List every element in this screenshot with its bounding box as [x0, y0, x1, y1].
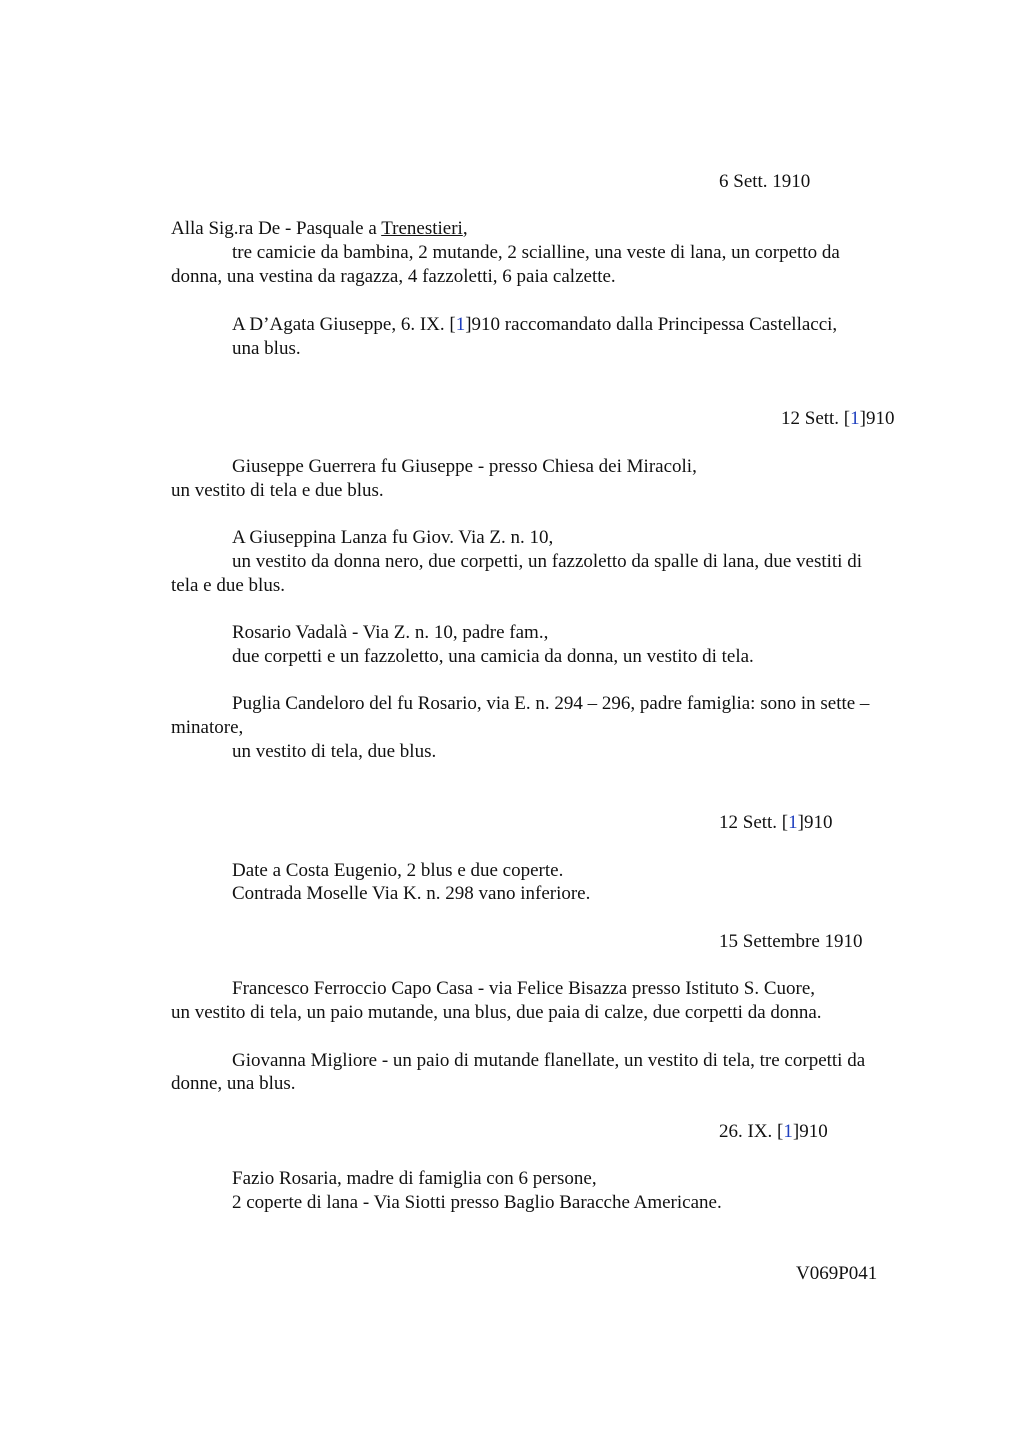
- entry-text-part: ]910 raccomandato dalla Principessa Castellacci,: [465, 314, 838, 335]
- entry-text: Fazio Rosaria, madre di famiglia con 6 persone,: [232, 1168, 597, 1189]
- editorial-insertion: 1: [455, 314, 466, 335]
- entry-text: Contrada Moselle Via K. n. 298 vano inferiore.: [232, 883, 591, 904]
- date-heading: [719, 811, 832, 835]
- editorial-insertion: 1: [783, 1121, 793, 1142]
- entry-text: un vestito di tela e due blus.: [171, 480, 384, 501]
- date-part: 26. IX. [: [719, 1121, 784, 1142]
- date-heading: 6 Sett. 1910: [719, 171, 811, 192]
- entry-text: due corpetti e un fazzoletto, una camicia da donna, un vestito di tela.: [232, 646, 754, 667]
- date-part: ]910: [792, 1121, 828, 1142]
- date-heading: [719, 1120, 828, 1144]
- entry-text: [232, 313, 837, 337]
- date-part: ]910: [797, 812, 833, 833]
- entry-text: minatore,: [171, 717, 244, 738]
- date-part: ]910: [859, 408, 895, 429]
- entry-text: tela e due blus.: [171, 575, 285, 596]
- editorial-insertion: 1: [850, 408, 860, 429]
- date-part: 12 Sett. [: [781, 408, 851, 429]
- recipient-prefix: Alla Sig.ra De - Pasquale a: [171, 218, 382, 239]
- entry-text: A Giuseppina Lanza fu Giov. Via Z. n. 10,: [232, 527, 554, 548]
- entry-text: un vestito di tela, un paio mutande, una blus, due paia di calze, due corpetti da donna.: [171, 1002, 822, 1023]
- entry-text: Giovanna Migliore - un paio di mutande flanellate, un vestito di tela, tre corpetti da: [232, 1050, 866, 1071]
- entry-text: Rosario Vadalà - Via Z. n. 10, padre fam.,: [232, 622, 549, 643]
- entry-text: Puglia Candeloro del fu Rosario, via E. n. 294 – 296, padre famiglia: sono in sette –: [232, 693, 870, 714]
- entry-text: Francesco Ferroccio Capo Casa - via Felice Bisazza presso Istituto S. Cuore,: [232, 978, 816, 999]
- entry-text: un vestito da donna nero, due corpetti, un fazzoletto da spalle di lana, due vestiti di: [232, 551, 862, 572]
- entry-text: donna, una vestina da ragazza, 4 fazzoletti, 6 paia calzette.: [171, 266, 616, 287]
- editorial-insertion: 1: [788, 812, 798, 833]
- entry-text: donne, una blus.: [171, 1073, 296, 1094]
- recipient-suffix: ,: [462, 218, 468, 239]
- entry-text: 2 coperte di lana - Via Siotti presso Baglio Baracche Americane.: [232, 1192, 722, 1213]
- entry-text: una blus.: [232, 338, 301, 359]
- entry-text: Giuseppe Guerrera fu Giuseppe - presso Chiesa dei Miracoli,: [232, 456, 697, 477]
- entry-text: Date a Costa Eugenio, 2 blus e due coperte.: [232, 860, 564, 881]
- date-heading: [781, 407, 894, 431]
- date-part: 12 Sett. [: [719, 812, 789, 833]
- entry-text-part: A D’Agata Giuseppe, 6. IX. [: [232, 314, 456, 335]
- entry-text: un vestito di tela, due blus.: [232, 741, 437, 762]
- recipient-line: [171, 217, 468, 241]
- place-name: Trenestieri: [381, 218, 463, 239]
- entry-text: tre camicie da bambina, 2 mutande, 2 scialline, una veste di lana, un corpetto da: [232, 242, 840, 263]
- page-identifier: V069P041: [796, 1263, 878, 1284]
- date-heading: 15 Settembre 1910: [719, 931, 863, 952]
